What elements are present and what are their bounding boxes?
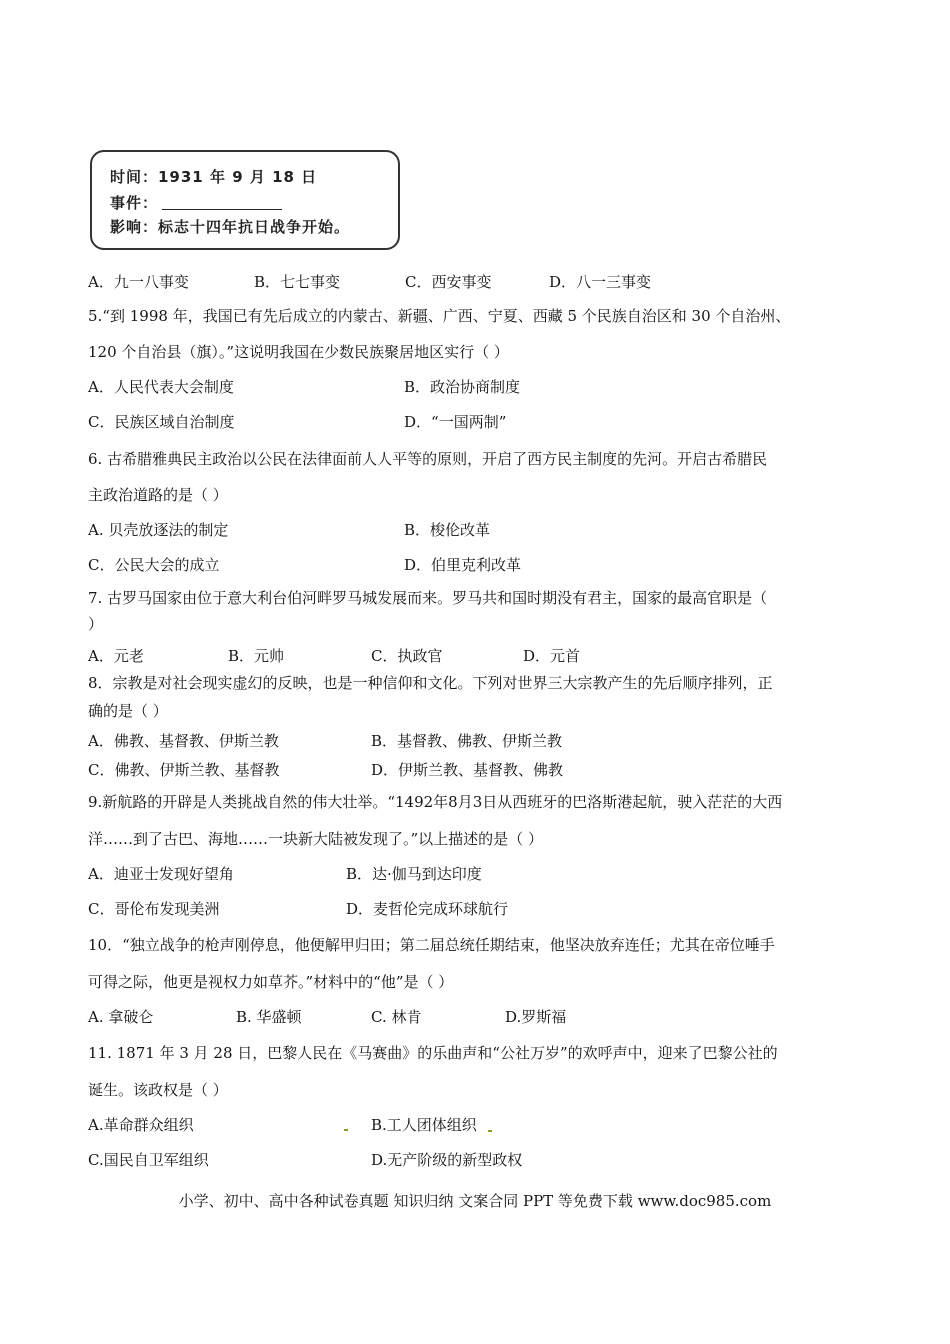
card-impact: 影响：标志十四年抗日战争开始。 bbox=[110, 218, 351, 236]
q7-option-c: C．执政官 bbox=[371, 647, 443, 665]
card-event bbox=[110, 192, 282, 213]
card-time: 时间：1931 年 9 月 18 日 bbox=[110, 168, 318, 186]
q8-option-b: B．基督教、佛教、伊斯兰教 bbox=[371, 732, 563, 750]
q4-option-a: A．九一八事变 bbox=[88, 273, 189, 291]
stray-mark bbox=[488, 1130, 492, 1132]
q9-option-d: D．麦哲伦完成环球航行 bbox=[346, 900, 509, 918]
q7-option-d: D．元首 bbox=[523, 647, 581, 665]
q4-option-d: D．八一三事变 bbox=[549, 273, 652, 291]
q6-option-b: B．梭伦改革 bbox=[404, 521, 491, 539]
q10-option-c: C. 林肯 bbox=[371, 1008, 422, 1026]
q6-stem-line2: 主政治道路的是（ ） bbox=[88, 486, 228, 504]
q8-option-a: A．佛教、基督教、伊斯兰教 bbox=[88, 732, 279, 750]
q10-option-d: D.罗斯福 bbox=[505, 1008, 567, 1026]
q9-option-b: B．达·伽马到达印度 bbox=[346, 865, 482, 883]
q4-option-c: C．西安事变 bbox=[405, 273, 492, 291]
q11-option-a: A.革命群众组织 bbox=[88, 1116, 194, 1134]
q8-stem-line2: 确的是（ ） bbox=[88, 702, 168, 720]
q7-stem-line2: ） bbox=[88, 615, 104, 633]
card-event-blank bbox=[162, 195, 282, 210]
q8-stem-line1: 8．宗教是对社会现实虚幻的反映，也是一种信仰和文化。下列对世界三大宗教产生的先后顺序排列，正 bbox=[88, 674, 773, 692]
q10-option-a: A. 拿破仑 bbox=[88, 1008, 154, 1026]
q10-stem-line1: 10．“独立战争的枪声刚停息，他便解甲归田；第二届总统任期结束，他坚决放弃连任；尤其在帝位唾手 bbox=[88, 936, 775, 954]
q8-option-c: C．佛教、伊斯兰教、基督教 bbox=[88, 761, 280, 779]
q5-option-d: D．“一国两制” bbox=[404, 413, 507, 431]
q5-option-a: A．人民代表大会制度 bbox=[88, 378, 234, 396]
q9-stem-line2: 洋……到了古巴、海地……一块新大陆被发现了。”以上描述的是（ ） bbox=[88, 830, 543, 848]
q6-option-c: C．公民大会的成立 bbox=[88, 556, 220, 574]
q8-option-d: D．伊斯兰教、基督教、佛教 bbox=[371, 761, 564, 779]
stray-mark bbox=[344, 1129, 348, 1131]
q11-option-d: D.无产阶级的新型政权 bbox=[371, 1151, 523, 1169]
q10-stem-line2: 可得之际，他更是视权力如草芥。”材料中的“他”是（ ） bbox=[88, 973, 454, 991]
q5-option-b: B．政治协商制度 bbox=[404, 378, 521, 396]
q7-option-b: B．元帅 bbox=[228, 647, 285, 665]
q9-option-a: A．迪亚士发现好望角 bbox=[88, 865, 234, 883]
q11-stem-line1: 11. 1871 年 3 月 28 日，巴黎人民在《马赛曲》的乐曲声和“公社万岁”的欢呼声中，迎来了巴黎公社的 bbox=[88, 1044, 778, 1062]
q5-stem-line1: 5.“到 1998 年，我国已有先后成立的内蒙古、新疆、广西、宁夏、西藏 5 个民族自治区和 30 个自治州、 bbox=[88, 307, 791, 325]
footer-text: 小学、初中、高中各种试卷真题 知识归纳 文案合同 PPT 等免费下载 www.doc985.com bbox=[178, 1192, 772, 1210]
card-event-label: 事件： bbox=[110, 194, 159, 212]
q4-option-b: B．七七事变 bbox=[254, 273, 341, 291]
q6-option-d: D．伯里克利改革 bbox=[404, 556, 522, 574]
q9-stem-line1: 9.新航路的开辟是人类挑战自然的伟大壮举。“1492年8月3日从西班牙的巴洛斯港起航，驶入茫茫的大西 bbox=[88, 793, 783, 811]
info-card bbox=[90, 150, 400, 250]
q7-option-a: A．元老 bbox=[88, 647, 144, 665]
q5-stem-line2: 120 个自治县（旗）。”这说明我国在少数民族聚居地区实行（ ） bbox=[88, 343, 509, 361]
q7-stem-line1: 7. 古罗马国家由位于意大利台伯河畔罗马城发展而来。罗马共和国时期没有君主，国家的最高官职是（ bbox=[88, 589, 768, 607]
q11-stem-line2: 诞生。该政权是（ ） bbox=[88, 1081, 228, 1099]
q11-option-c: C.国民自卫军组织 bbox=[88, 1151, 209, 1169]
q6-stem-line1: 6. 古希腊雅典民主政治以公民在法律面前人人平等的原则，开启了西方民主制度的先河。开启古希腊民 bbox=[88, 450, 768, 468]
q5-option-c: C．民族区域自治制度 bbox=[88, 413, 235, 431]
q11-option-b: B.工人团体组织 bbox=[371, 1116, 477, 1134]
q9-option-c: C．哥伦布发现美洲 bbox=[88, 900, 220, 918]
q10-option-b: B. 华盛顿 bbox=[236, 1008, 302, 1026]
q6-option-a: A. 贝壳放逐法的制定 bbox=[88, 521, 229, 539]
